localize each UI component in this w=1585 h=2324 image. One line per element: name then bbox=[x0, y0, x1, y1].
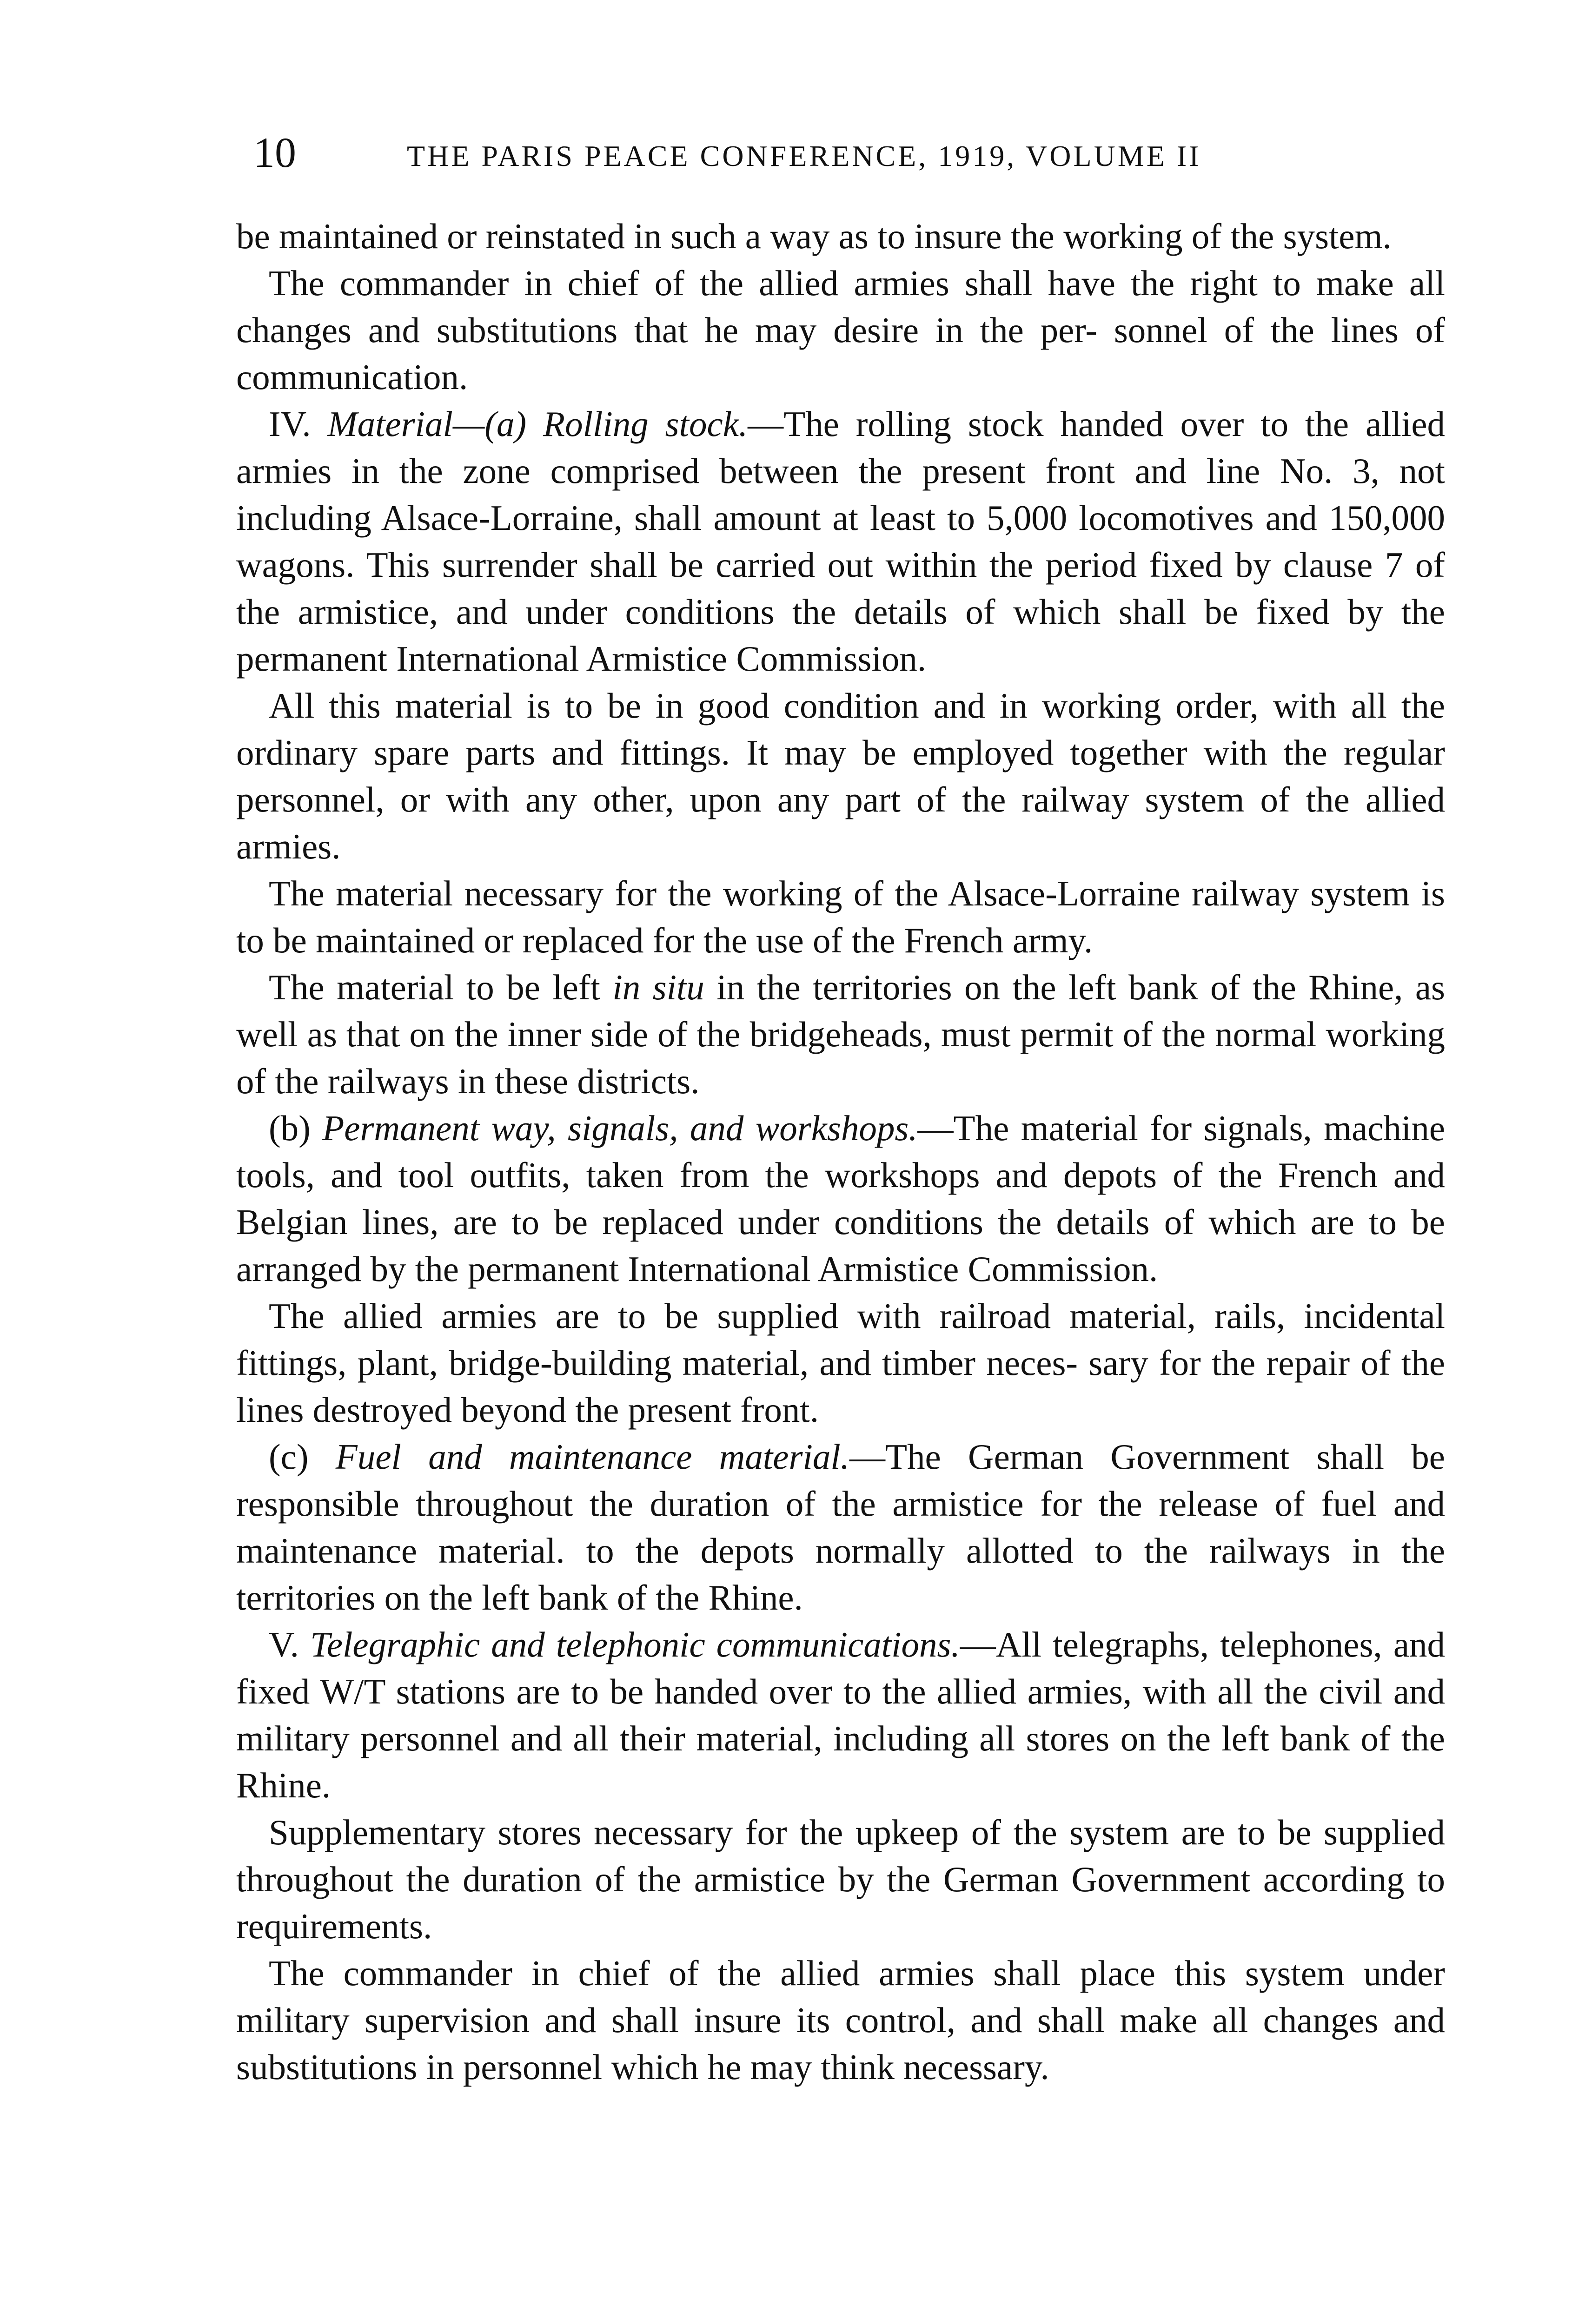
paragraph-commander-rights: The commander in chief of the allied armies shall have the right to make all changes and substitutions that he may desire in the per- sonnel of the lines of communication. bbox=[236, 263, 1445, 397]
section-number: IV. bbox=[269, 404, 311, 444]
page-number: 10 bbox=[253, 129, 296, 176]
subsection-heading: Fuel and maintenance material. bbox=[335, 1437, 849, 1477]
subsection-label: (b) bbox=[269, 1108, 311, 1148]
paragraph-material-condition: All this material is to be in good condition and in working order, with all the ordinary spare parts and fittings. It may be employed together with the regular personnel, or with any other, upon any part of the railway system of the allied armies. bbox=[236, 686, 1445, 866]
subsection-label: (c) bbox=[269, 1437, 309, 1477]
paragraph-fuel-maintenance bbox=[236, 1433, 1445, 1621]
paragraph-alsace-lorraine: The material necessary for the working of the Alsace-Lorraine railway system is to be maintained or replaced for the use of the French army. bbox=[236, 873, 1445, 960]
subsection-text: —The material for signals, machine tools, and tool outfits, taken from the workshops and depots of the French and Belgian lines, are to be replaced under conditions the details of which are to be arranged by the permanent International Armistice Commission. bbox=[236, 1108, 1445, 1289]
section-number: V. bbox=[269, 1624, 299, 1664]
paragraph-text-after-italic: in the territories on the left bank of the Rhine, as well as that on the inner side of the bridgeheads, must permit of the normal working of the railways in these districts. bbox=[236, 967, 1445, 1101]
document-body bbox=[236, 213, 1445, 2091]
italic-term: in situ bbox=[612, 967, 704, 1007]
paragraph-text-before-italic: The material to be left bbox=[269, 967, 613, 1007]
paragraph-railroad-material: The allied armies are to be supplied with railroad material, rails, incidental fittings, plant, bridge-building material, and timber neces- sary for the repair of the lines destroyed beyond the present front. bbox=[236, 1296, 1445, 1430]
subsection-text: —The German Government shall be responsible throughout the duration of the armistice for the release of fuel and maintenance material. to the depots normally allotted to the railways in the territories on the left bank of the Rhine. bbox=[236, 1437, 1445, 1618]
paragraph-telegraphic-communications bbox=[236, 1621, 1445, 1809]
section-text: —All telegraphs, telephones, and fixed W/T stations are to be handed over to the allied armies, with all the civil and military personnel and all their material, including all stores on the left bank of the Rhine. bbox=[236, 1624, 1445, 1805]
section-text: —The rolling stock handed over to the allied armies in the zone comprised between the present front and line No. 3, not including Alsace-Lorraine, shall amount at least to 5,000 locomotives and 150,000 wagons. This surrender shall be carried out within the period fixed by clause 7 of the armistice, and under conditions the details of which shall be fixed by the permanent International Armistice Commission. bbox=[236, 404, 1446, 679]
paragraph-supplementary-stores: Supplementary stores necessary for the upkeep of the system are to be supplied throughout the duration of the armistice by the German Government according to requirements. bbox=[236, 1812, 1445, 1946]
subsection-heading: Permanent way, signals, and workshops. bbox=[322, 1108, 918, 1148]
paragraph-continuation: be maintained or reinstated in such a way as to insure the working of the system. bbox=[236, 216, 1392, 256]
section-heading: Material—(a) Rolling stock. bbox=[327, 404, 748, 444]
section-heading: Telegraphic and telephonic communications. bbox=[310, 1624, 960, 1664]
running-header bbox=[253, 125, 1444, 180]
running-title: THE PARIS PEACE CONFERENCE, 1919, VOLUME II bbox=[407, 139, 1201, 172]
paragraph-permanent-way bbox=[236, 1105, 1445, 1293]
paragraph-in-situ-material bbox=[236, 964, 1445, 1105]
paragraph-military-supervision: The commander in chief of the allied armies shall place this system under military supervision and shall insure its control, and shall make all changes and substitutions in personnel which he may think necessary. bbox=[236, 1953, 1445, 2087]
paragraph-material-rolling-stock bbox=[236, 401, 1445, 682]
